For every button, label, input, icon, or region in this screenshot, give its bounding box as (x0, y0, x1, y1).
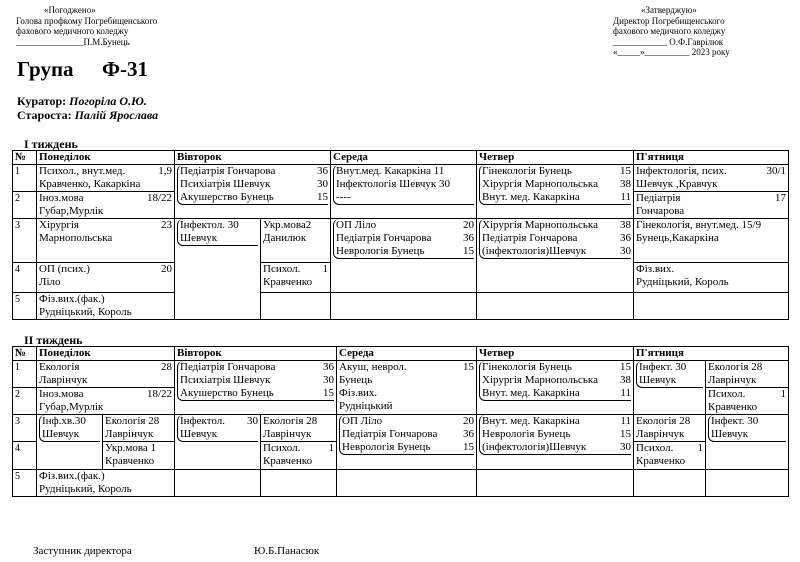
cell-tuesday (175, 361, 337, 415)
starosta-name: Палій Ярослава (74, 108, 159, 122)
lesson: Внут. мед. Какаркіна (482, 191, 580, 203)
room: 15 (323, 387, 334, 399)
cell-monday (37, 165, 175, 192)
cell-friday (634, 293, 789, 320)
room: 30 (323, 374, 334, 386)
lesson: Інфектол. 30 (180, 219, 239, 231)
header-tuesday: Вівторок (175, 347, 337, 361)
lesson: Неврологія Бунець (336, 245, 425, 257)
row-number: 5 (13, 293, 37, 320)
cell-tuesday (175, 165, 331, 219)
cell-tuesday-b (261, 263, 331, 293)
lesson: Фіз.вих. (339, 387, 378, 399)
cell-wednesday (337, 361, 477, 415)
cell-monday-b (103, 442, 175, 470)
room: 11 (620, 387, 631, 399)
cell-wednesday (331, 219, 477, 293)
lesson: Психол. (263, 263, 301, 275)
title-label: Група (17, 57, 74, 81)
cell-friday-b (706, 470, 789, 497)
starosta (17, 108, 158, 123)
lesson: Внут. мед. Какаркіна (482, 415, 580, 427)
cell-thursday (477, 361, 634, 415)
room: 15 (620, 428, 631, 440)
cell-tuesday-b (261, 293, 331, 320)
lesson: Інфектологія, псих. (636, 165, 727, 177)
lesson: ---- (336, 191, 351, 203)
teacher: Кравченко (636, 455, 686, 467)
room: 38 (620, 219, 631, 231)
room: 20 (161, 263, 172, 275)
cell-monday (37, 388, 175, 415)
lesson: Акуш, неврол. (339, 361, 407, 373)
teacher: Кравченко, Какаркіна (39, 178, 141, 190)
row-number: 1 (13, 165, 37, 192)
row-number: 2 (13, 388, 37, 415)
approval-right-line: Директор Погребищенського (613, 15, 725, 26)
approval-right-line: фахового медичного коледжу (613, 26, 726, 36)
cell-tuesday-b (261, 219, 331, 263)
header-friday: П'ятниця (634, 347, 789, 361)
lesson: Педіатрія Гончарова (336, 232, 432, 244)
teacher: Кравченко (708, 401, 758, 413)
teacher: Лаврінчук (105, 428, 154, 440)
room: 1 (697, 442, 703, 454)
schedule-week1 (12, 150, 789, 320)
header-thursday: Четвер (477, 151, 634, 165)
lesson: Екологія 28 (263, 415, 318, 427)
cell-friday (634, 165, 789, 192)
cell-wednesday (337, 470, 477, 497)
room: 38 (620, 374, 631, 386)
lesson: Акушерство Бунець (180, 387, 274, 399)
lesson: Укр.мова2 (263, 219, 312, 231)
lesson: Психіатрія Шевчук (180, 374, 271, 386)
lesson: Фіз.вих. (636, 263, 675, 275)
week1-label: І тиждень (24, 137, 78, 151)
header-num: № (13, 151, 37, 165)
header-wednesday: Середа (337, 347, 477, 361)
room: 38 (620, 178, 631, 190)
room: 20 (463, 415, 474, 427)
lesson: Психол., внут.мед. (39, 165, 126, 177)
cell-wednesday (331, 165, 477, 219)
lesson: Укр.мова 1 (105, 442, 157, 454)
curator (17, 94, 147, 109)
lesson: Екологія 28 (636, 415, 691, 427)
table-header (13, 347, 789, 361)
lesson: Іноз.мова (39, 388, 84, 400)
cell-tuesday-a (175, 415, 261, 470)
room: 15 (620, 165, 631, 177)
lesson: Інфект. 30 (639, 361, 687, 373)
teacher: Шевчук ,Кравчук (636, 178, 718, 190)
lesson: Екологія 28 (105, 415, 160, 427)
lesson: Іноз.мова (39, 192, 84, 204)
teacher: Шевчук (180, 232, 218, 244)
teacher: Бунець,Какаркіна (636, 232, 719, 244)
room: 28 (161, 361, 172, 373)
lesson: ОП (псих.) (39, 263, 90, 275)
lesson: Хірургія Марнопольська (482, 374, 598, 386)
lesson: Екологія 28 (708, 361, 763, 373)
teacher: Лаврінчук (39, 374, 88, 386)
lesson: Фіз.вих.(фак.) (39, 293, 105, 305)
cell-thursday (477, 165, 634, 219)
lesson: Педіатрія Гончарова (482, 232, 578, 244)
cell-friday (634, 263, 789, 293)
room: 20 (463, 219, 474, 231)
teacher: Шевчук (711, 428, 749, 440)
lesson: ОП Ліло (342, 415, 383, 427)
table-row (13, 470, 789, 497)
approval-left-line: «Погоджено» (44, 5, 96, 15)
row-number: 2 (13, 192, 37, 219)
row-number: 3 (13, 415, 37, 442)
group-name: Ф-31 (102, 57, 149, 81)
header-monday: Понеділок (37, 347, 175, 361)
room: 30 (317, 178, 328, 190)
cell-monday (37, 361, 175, 388)
cell-friday-b (706, 388, 789, 415)
lesson: Педіатрія Гончарова (180, 165, 276, 177)
lesson: Гінекологія Бунець (482, 361, 572, 373)
table-row (13, 415, 789, 442)
header-friday: П'ятниця (634, 151, 789, 165)
room: 1 (328, 442, 334, 454)
room: 18/22 (146, 192, 172, 204)
cell-thursday (477, 470, 634, 497)
cell-friday-a (634, 470, 706, 497)
header-thursday: Четвер (477, 347, 634, 361)
row-number: 1 (13, 361, 37, 388)
lesson: (інфектологія)Шевчук (482, 441, 587, 453)
room: 18/22 (146, 388, 172, 400)
cell-friday-a (634, 415, 706, 442)
table-row (13, 219, 789, 263)
room: 11 (620, 415, 631, 427)
lesson: Психол. (636, 442, 674, 454)
cell-tuesday-a (175, 219, 261, 320)
room: 36 (323, 361, 334, 373)
lesson: Гінекологія, внут.мед. 15/9 (636, 219, 762, 231)
teacher: Губар,Мурлік (39, 401, 104, 413)
row-number: 4 (13, 442, 37, 470)
page-title (17, 57, 148, 82)
cell-friday-b (706, 415, 789, 470)
lesson: Психол. (708, 388, 746, 400)
cell-friday (634, 219, 789, 263)
lesson: Інфектологія Шевчук 30 (336, 178, 451, 190)
teacher: Марнопольська (39, 232, 113, 244)
table-row (13, 293, 789, 320)
starosta-label: Староста: (17, 108, 72, 122)
room: 15 (620, 361, 631, 373)
table-header (13, 151, 789, 165)
cell-wednesday (337, 415, 477, 470)
lesson: Інфектол. (180, 415, 226, 427)
cell-monday (37, 293, 175, 320)
room: 15 (317, 191, 328, 203)
lesson: ОП Ліло (336, 219, 377, 231)
lesson: Інфект. 30 (711, 415, 759, 427)
room: 1 (322, 263, 328, 275)
teacher: Бунець (339, 374, 373, 386)
approval-right-line: «Затверджую» (641, 5, 697, 15)
lesson: Педіатрія (636, 192, 681, 204)
cell-monday (37, 192, 175, 219)
header-num: № (13, 347, 37, 361)
cell-tuesday-b (261, 442, 337, 470)
lesson: Екологія (39, 361, 80, 373)
teacher: Рудніцький (339, 400, 393, 412)
cell-friday-a (634, 361, 706, 415)
week2-label: ІІ тиждень (24, 333, 83, 347)
room: 1,9 (158, 165, 172, 177)
room: 23 (161, 219, 172, 231)
lesson: Хірургія (39, 219, 79, 231)
room: 15 (463, 245, 474, 257)
room: 15 (463, 361, 474, 373)
room: 17 (775, 192, 786, 204)
teacher: Кравченко (263, 276, 313, 288)
room: 36 (317, 165, 328, 177)
teacher: Данилюк (263, 232, 307, 244)
teacher: Ліло (39, 276, 61, 288)
teacher: Рудніцький, Король (39, 483, 132, 495)
approval-right (613, 5, 730, 58)
cell-monday-b (103, 415, 175, 442)
teacher: Рудніцький, Король (39, 306, 132, 318)
room: 30 (620, 245, 631, 257)
cell-thursday (477, 415, 634, 470)
room: 30 (620, 441, 631, 453)
header-monday: Понеділок (37, 151, 175, 165)
cell-friday (634, 192, 789, 219)
lesson: Педіатрія Гончарова (180, 361, 276, 373)
teacher: Кравченко (263, 455, 313, 467)
teacher: Рудніцький, Король (636, 276, 729, 288)
header-tuesday: Вівторок (175, 151, 331, 165)
teacher: Губар,Мурлік (39, 205, 104, 217)
cell-tuesday-b (261, 470, 337, 497)
cell-thursday (477, 219, 634, 293)
cell-monday-a (37, 415, 103, 470)
room: 30 (247, 415, 258, 427)
lesson: Інф.хв.30 (42, 415, 86, 427)
room: 11 (620, 191, 631, 203)
lesson: Внут.мед. Какаркіна 11 (336, 165, 445, 177)
teacher: Гончарова (636, 205, 685, 217)
approval-left (16, 5, 157, 47)
lesson: Акушерство Бунець (180, 191, 274, 203)
curator-label: Куратор: (17, 94, 67, 108)
lesson: Психіатрія Шевчук (180, 178, 271, 190)
lesson: Педіатрія Гончарова (342, 428, 438, 440)
room: 1 (780, 388, 786, 400)
teacher: Шевчук (180, 428, 218, 440)
signature-title: Заступник директора (33, 545, 132, 557)
cell-friday-a (634, 442, 706, 470)
table-row (13, 361, 789, 388)
row-number: 3 (13, 219, 37, 263)
approval-left-line: фахового медичного коледжу (16, 26, 129, 36)
cell-wednesday (331, 293, 477, 320)
teacher: Шевчук (42, 428, 80, 440)
curator-name: Погоріла О.Ю. (69, 94, 147, 108)
teacher: Лаврінчук (708, 374, 757, 386)
lesson: Неврологія Бунець (482, 428, 571, 440)
lesson: Психол. (263, 442, 301, 454)
cell-monday (37, 263, 175, 293)
lesson: Внут. мед. Какаркіна (482, 387, 580, 399)
room: 30/1 (766, 165, 786, 177)
schedule-week2 (12, 346, 789, 497)
room: 36 (463, 428, 474, 440)
cell-friday-b (706, 361, 789, 388)
header-wednesday: Середа (331, 151, 477, 165)
approval-left-line: Голова профкому Погребищенського (16, 15, 158, 26)
signature-name: Ю.Б.Панасюк (254, 545, 320, 557)
teacher: Шевчук (639, 374, 677, 386)
approval-right-signature: ____________ О.Ф.Гаврілюк (613, 36, 724, 47)
teacher: Лаврінчук (636, 428, 685, 440)
cell-monday (37, 219, 175, 263)
room: 15 (463, 441, 474, 453)
lesson: Гінекологія Бунець (482, 165, 572, 177)
lesson: Фіз.вих.(фак.) (39, 470, 105, 482)
approval-right-date: «_____»__________ 2023 року (613, 47, 730, 57)
room: 36 (463, 232, 474, 244)
cell-tuesday-b (261, 415, 337, 442)
row-number: 4 (13, 263, 37, 293)
lesson: Хірургія Марнопольська (482, 219, 598, 231)
lesson: Неврологія Бунець (342, 441, 431, 453)
approval-left-signature: _______________П.М.Бунець (16, 36, 130, 47)
lesson: (інфектологія)Шевчук (482, 245, 587, 257)
cell-monday (37, 470, 175, 497)
teacher: Лаврінчук (263, 428, 312, 440)
teacher: Кравченко (105, 455, 155, 467)
cell-tuesday-a (175, 470, 261, 497)
room: 36 (620, 232, 631, 244)
table-row (13, 165, 789, 192)
cell-thursday (477, 293, 634, 320)
row-number: 5 (13, 470, 37, 497)
lesson: Хірургія Марнопольська (482, 178, 598, 190)
